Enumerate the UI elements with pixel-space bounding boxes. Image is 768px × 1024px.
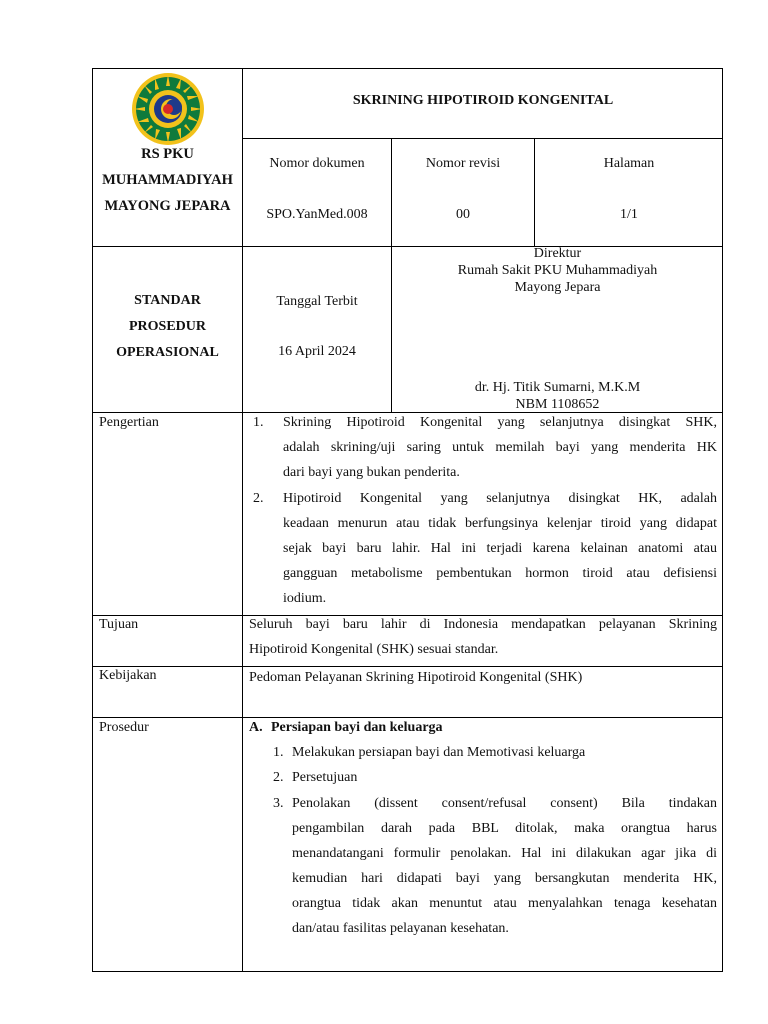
text-line: dari bayi yang bukan penderita. bbox=[283, 465, 460, 480]
pengertian-item-2-text bbox=[283, 486, 717, 611]
sop-label bbox=[93, 288, 242, 366]
doc-number-label: Nomor dokumen bbox=[269, 156, 365, 171]
tujuan-label: Tujuan bbox=[99, 617, 139, 632]
document-title: SKRINING HIPOTIROID KONGENITAL bbox=[352, 93, 614, 108]
pengertian-item-2-number: 2. bbox=[253, 491, 264, 506]
text-line: keadaan menurun atau tidak berfungsinya kelenjar tiroid yang didapat bbox=[283, 516, 717, 531]
text-line: orangtua tidak akan menuntut atau menyalahkan tenaga kesehatan bbox=[292, 896, 717, 911]
signer-title-line-3: Mayong Jepara bbox=[514, 280, 601, 295]
prosedur-item-3-text bbox=[292, 791, 717, 941]
text-line: Hipotiroid Kongenital yang selanjutnya disingkat HK, adalah bbox=[283, 491, 717, 506]
hospital-logo bbox=[131, 72, 205, 146]
doc-number-value: SPO.YanMed.008 bbox=[266, 207, 368, 222]
prosedur-item-1-number: 1. bbox=[273, 745, 284, 760]
signer-title bbox=[392, 245, 723, 296]
prosedur-item-3-number: 3. bbox=[273, 796, 284, 811]
page-label: Halaman bbox=[603, 156, 655, 171]
prosedur-heading-letter: A. bbox=[249, 720, 263, 735]
signer-block bbox=[392, 379, 723, 413]
sop-label-line-3: OPERASIONAL bbox=[116, 345, 219, 360]
text-line: gangguan metabolisme pembentukan hormon tiroid atau defisiensi bbox=[283, 566, 717, 581]
text-line: kemudian hari didapati bayi yang bersangkutan menderita HK, bbox=[292, 871, 717, 886]
sop-document bbox=[92, 68, 723, 972]
row-divider-title bbox=[242, 138, 723, 139]
page-value: 1/1 bbox=[620, 207, 638, 222]
prosedur-item-2-text: Persetujuan bbox=[292, 770, 358, 785]
revision-value: 00 bbox=[456, 207, 470, 222]
text-line: sejak bayi baru lahir. Hal ini terjadi karena kelainan anatomi atau bbox=[283, 541, 717, 556]
revision-label: Nomor revisi bbox=[425, 156, 501, 171]
text-line: dan/atau fasilitas pelayanan kesehatan. bbox=[292, 921, 509, 936]
text-line: adalah skrining/uji saring untuk memilah bayi yang menderita HK bbox=[283, 440, 717, 455]
signer-title-line-2: Rumah Sakit PKU Muhammadiyah bbox=[457, 263, 658, 278]
signer-id: NBM 1108652 bbox=[515, 397, 600, 412]
pengertian-item-1-text bbox=[283, 410, 717, 485]
prosedur-item-1-text: Melakukan persiapan bayi dan Memotivasi keluarga bbox=[292, 745, 586, 760]
text-line: Seluruh bayi baru lahir di Indonesia mendapatkan pelayanan Skrining bbox=[249, 617, 717, 632]
text-line: Penolakan (dissent consent/refusal consent) Bila tindakan bbox=[292, 796, 717, 811]
signer-name: dr. Hj. Titik Sumarni, M.K.M bbox=[474, 380, 641, 395]
hospital-name-line-1: RS PKU bbox=[141, 146, 194, 162]
issue-date-value: 16 April 2024 bbox=[278, 344, 356, 359]
prosedur-item-2-number: 2. bbox=[273, 770, 284, 785]
prosedur-label: Prosedur bbox=[99, 720, 149, 735]
kebijakan-text: Pedoman Pelayanan Skrining Hipotiroid Kongenital (SHK) bbox=[249, 670, 583, 685]
sop-label-line-1: STANDAR bbox=[134, 293, 201, 308]
text-line: menandatangani formulir penolakan. Hal ini dilakukan agar jika di bbox=[292, 846, 717, 861]
hospital-name-line-2: MUHAMMADIYAH bbox=[102, 172, 233, 188]
text-line: Hipotiroid Kongenital (SHK) sesuai standar. bbox=[249, 642, 499, 657]
signer-title-line-1: Direktur bbox=[533, 246, 582, 261]
hospital-name bbox=[93, 141, 242, 219]
text-line: iodium. bbox=[283, 591, 327, 606]
prosedur-heading: Persiapan bayi dan keluarga bbox=[271, 720, 443, 735]
tujuan-text bbox=[249, 612, 717, 662]
text-line: pengambilan darah pada BBL ditolak, maka orangtua harus bbox=[292, 821, 717, 836]
text-line: Skrining Hipotiroid Kongenital yang selanjutnya disingkat SHK, bbox=[283, 415, 717, 430]
pengertian-label: Pengertian bbox=[99, 415, 159, 430]
hospital-name-line-3: MAYONG JEPARA bbox=[104, 198, 231, 214]
kebijakan-label: Kebijakan bbox=[99, 668, 157, 683]
sop-label-line-2: PROSEDUR bbox=[128, 319, 206, 334]
issue-date-label: Tanggal Terbit bbox=[276, 294, 358, 309]
pengertian-item-1-number: 1. bbox=[253, 415, 264, 430]
